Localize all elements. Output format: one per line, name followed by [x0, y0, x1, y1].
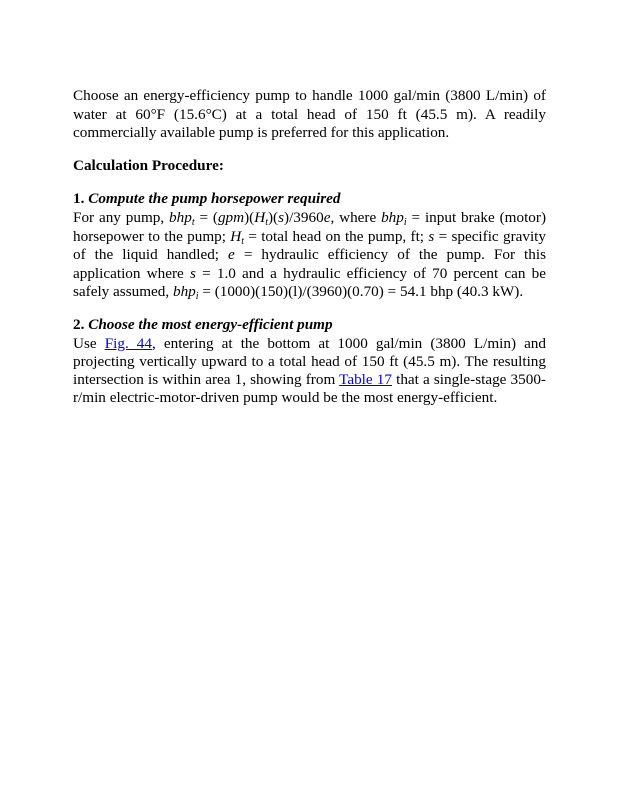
step2-title-text: Choose the most energy-efficient pump: [88, 315, 333, 333]
step1-title: [73, 190, 546, 209]
step1-number: 1.: [73, 190, 85, 208]
calculation-procedure-heading: Calculation Procedure:: [73, 156, 224, 174]
step1-title-text: Compute the pump horsepower required: [88, 190, 341, 208]
document-page: [73, 87, 546, 421]
step2-title: [73, 316, 546, 335]
fig-44-link[interactable]: Fig. 44: [104, 334, 152, 352]
intro-paragraph: Choose an energy-efficiency pump to handle 1000 gal/min (3800 L/min) of water at 60°F (15.6°C) at a total head of 150 ft (45.5 m). A readily commercially available pump is preferred for this application.: [73, 87, 546, 142]
step1-body: For any pump, $bhp_t = (gpm)(H_t)(s)/3960e$, where bhp$_i$ = input brake (motor) horsepower to the pump; $H_t$ = total head on the pump, ft; s = specific gravity of the liquid handled; e = hydraulic efficiency of the pump. For this application where s = 1.0 and a hydraulic efficiency of 70 percent can be safely assumed, bhp$_i$ = (1000)(150)(l)/(3960)(0.70) = 54.1 bhp (40.3 kW).: [73, 208, 547, 303]
table-17-link[interactable]: Table 17: [339, 370, 392, 388]
step2-body: Use Fig. 44, entering at the bottom at 1000 gal/min (3800 L/min) and projecting vertically upward to a total head of 150 ft (45.5 m). The resulting intersection is within area 1, showing from Table 17 that a single-stage 3500-r/min electric-motor-driven pump would be the most energy-efficient.: [73, 334, 546, 407]
step2-number: 2.: [73, 315, 85, 333]
